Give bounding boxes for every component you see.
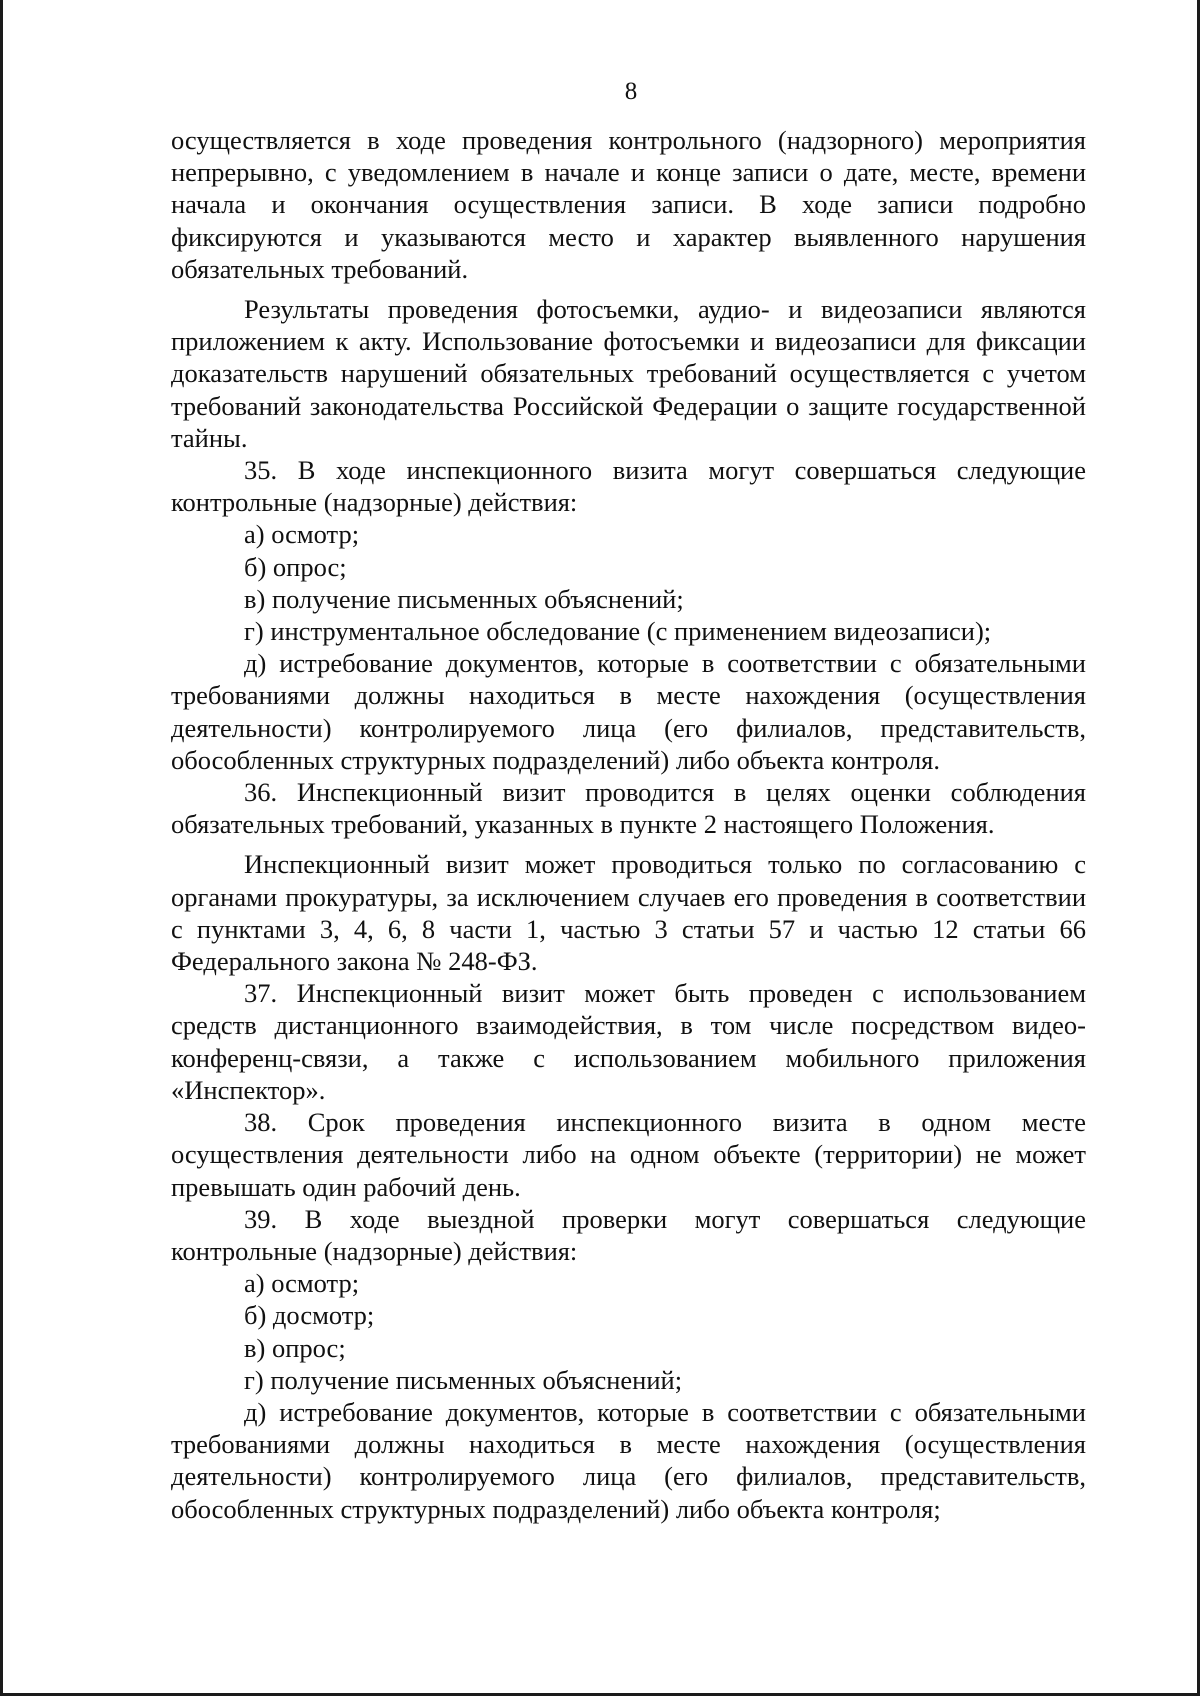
- scan-border-left: [0, 0, 3, 1696]
- document-body: [171, 124, 1086, 1525]
- list-item-35v: в) получение письменных объяснений;: [244, 583, 684, 614]
- list-item-35b: б) опрос;: [244, 551, 347, 582]
- list-item-39b: б) досмотр;: [244, 1300, 375, 1331]
- paragraph-35: 35. В ходе инспекционного визита могут совершаться следующие контрольные (надзорные) действия:: [171, 455, 1086, 518]
- page-number: 8: [624, 78, 638, 105]
- list-item-39d: д) истребование документов, которые в соответствии с обязательными требованиями должны находиться в месте нахождения (осуществления деятельности) контролируемого лица (его филиалов, представительств, обособленных структурных подразделений) либо объекта контроля;: [171, 1396, 1086, 1524]
- paragraph-recording-results: Результаты проведения фотосъемки, аудио- и видеозаписи являются приложением к акту. Использование фотосъемки и видеозаписи для фиксации доказательств нарушений обязательных требований осуществляется с учетом требований законодательства Российской Федерации о защите государственной тайны.: [171, 294, 1086, 453]
- list-item-39v: в) опрос;: [244, 1332, 346, 1363]
- list-item-35d: д) истребование документов, которые в соответствии с обязательными требованиями должны находиться в месте нахождения (осуществления деятельности) контролируемого лица (его филиалов, представительств, обособленных структурных подразделений) либо объекта контроля.: [171, 648, 1086, 775]
- paragraph-36-coordination: Инспекционный визит может проводиться только по согласованию с органами прокуратуры, за исключением случаев его проведения в соответствии с пунктами 3, 4, 6, 8 части 1, частью 3 статьи 57 и частью 12 статьи 66 Федерального закона № 248-ФЗ.: [171, 849, 1086, 977]
- paragraph-36: 36. Инспекционный визит проводится в целях оценки соблюдения обязательных требований, указанных в пункте 2 настоящего Положения.: [171, 777, 1086, 840]
- paragraph-38: 38. Срок проведения инспекционного визита в одном месте осуществления деятельности либо на одном объекте (территории) не может превышать один рабочий день.: [171, 1107, 1086, 1202]
- list-item-39g: г) получение письменных объяснений;: [244, 1364, 683, 1395]
- list-item-35a: а) осмотр;: [244, 519, 360, 550]
- paragraph-37: 37. Инспекционный визит может быть проведен с использованием средств дистанционного взаимодействия, в том числе посредством видео-конференц-связи, а также с использованием мобильного приложения «Инспектор».: [171, 978, 1086, 1105]
- paragraph-39: 39. В ходе выездной проверки могут совершаться следующие контрольные (надзорные) действия:: [171, 1203, 1086, 1266]
- list-item-35g: г) инструментальное обследование (с применением видеозаписи);: [244, 616, 992, 647]
- paragraph-recording-continuation: осуществляется в ходе проведения контрольного (надзорного) мероприятия непрерывно, с уведомлением в начале и конце записи о дате, месте, времени начала и окончания осуществления записи. В ходе записи подробно фиксируются и указываются место и характер выявленного нарушения обязательных требований.: [171, 125, 1086, 284]
- list-item-39a: а) осмотр;: [244, 1268, 360, 1299]
